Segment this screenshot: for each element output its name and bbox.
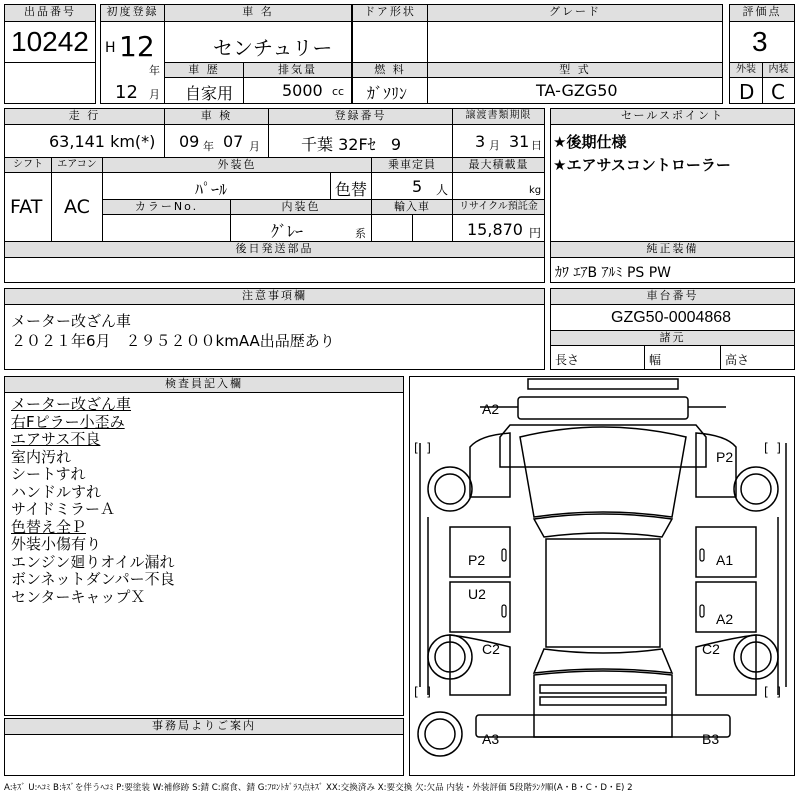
transfer-day-unit: 日 (531, 139, 542, 152)
lot-blank (4, 62, 96, 104)
color-change-cell (330, 172, 372, 200)
ext-color: ﾊﾟｰﾙ (195, 180, 228, 199)
office-cell (4, 734, 404, 776)
color-change: 色替 (335, 180, 368, 199)
first-reg-label: 初度登録 (100, 4, 165, 22)
history: 自家用 (185, 84, 234, 103)
rear-window (534, 649, 672, 673)
first-reg-year: 12 (119, 30, 155, 63)
selling-point: ★後期仕様 (553, 133, 627, 151)
insp-year: 09 (179, 132, 200, 151)
recycle-unit: 円 (529, 226, 542, 240)
inspector-cell (4, 392, 404, 716)
car-name: センチュリー (213, 36, 333, 60)
history-cell (164, 77, 244, 104)
model: TA-GZG50 (536, 81, 618, 100)
damage-mark: C2 (702, 641, 720, 657)
office-label: 事務局よりご案内 (4, 718, 404, 735)
fuel-cell (352, 77, 428, 104)
history-label: 車 歴 (164, 62, 244, 78)
door-value (352, 21, 428, 63)
displacement: 5000 (282, 81, 323, 100)
score-label: 評価点 (729, 4, 795, 22)
note-line: メーター改ざん車 (11, 312, 132, 330)
int-color-unit: 系 (355, 227, 366, 240)
damage-mark: P2 (716, 449, 734, 465)
cc-unit: cc (332, 85, 345, 98)
damage-mark: A3 (482, 731, 500, 747)
car-name-label: 車 名 (164, 4, 352, 22)
notes-label: 注意事項欄 (4, 288, 545, 305)
ac-cell (51, 172, 103, 242)
later-parts-label: 後日発送部品 (4, 241, 545, 258)
front-bumper-strip (528, 379, 678, 389)
chassis-number: GZG50-0004868 (611, 309, 732, 326)
plate: 千葉 32Fｾ 9 (301, 135, 402, 154)
era: H (105, 40, 116, 56)
inspector-item: シートすれ (11, 465, 86, 483)
inspector-item: 色替え全Ｐ (11, 517, 87, 536)
inspector-label: 検査員記入欄 (4, 376, 404, 393)
recycle: 15,870 (467, 220, 523, 239)
color-no-label: カラーNo. (102, 199, 231, 215)
insp-month: 07 (223, 132, 244, 151)
hood (520, 427, 686, 517)
damage-mark: B3 (702, 731, 720, 747)
plate-cell (268, 124, 453, 158)
left-bracket-bottom: [ ] (414, 685, 431, 699)
damage-mark: A2 (716, 611, 734, 627)
load-unit: kg (529, 185, 542, 196)
length-cell (550, 345, 645, 370)
trunk (534, 671, 672, 737)
damage-mark: A2 (482, 401, 500, 417)
score-cell (729, 21, 795, 63)
color-no-cell (102, 214, 231, 242)
left-front-handle (502, 549, 506, 561)
length-label: 長さ (555, 353, 580, 367)
recycle-cell (452, 214, 545, 242)
left-rear-quarter (450, 635, 510, 695)
exterior-grade: D (739, 80, 755, 104)
capacity: 5 (412, 177, 423, 196)
damage-mark: P2 (468, 552, 486, 568)
trunk-strip-1 (540, 685, 666, 693)
capacity-label: 乗車定員 (371, 157, 453, 173)
inspector-item: メーター改ざん車 (11, 395, 132, 413)
model-label: 型 式 (427, 62, 723, 78)
left-bracket-top: [ ] (414, 441, 431, 455)
exterior-grade-cell (729, 77, 763, 104)
height-cell (720, 345, 795, 370)
selling-point: ★エアサスコントローラー (553, 156, 731, 174)
grade-value (427, 21, 723, 63)
right-bracket-top: [ ] (764, 441, 781, 455)
month-unit: 月 (149, 88, 160, 101)
right-front-handle (700, 549, 704, 561)
equipment-label: 純正装備 (550, 241, 795, 258)
lot-number: 10242 (11, 26, 89, 57)
insp-month-unit: 月 (249, 140, 260, 153)
front-bumper (518, 397, 688, 419)
selling-cell (550, 124, 795, 242)
displacement-cell (243, 77, 352, 104)
damage-mark: U2 (468, 586, 486, 602)
first-reg-month: 12 (115, 82, 138, 103)
equipment: ｶﾜ ｴｱB ｱﾙﾐ PS PW (555, 265, 672, 281)
inspector-item: 右Fピラー小歪み (11, 412, 125, 431)
interior-grade: C (771, 80, 785, 104)
exterior-label: 外装 (729, 62, 763, 78)
chassis-label: 車台番号 (550, 288, 795, 305)
right-bracket-bottom: [ ] (764, 685, 781, 699)
car-name-cell (164, 21, 352, 63)
inspector-item: エンジン廻りオイル漏れ (11, 552, 175, 571)
model-cell (427, 77, 723, 104)
shift-cell (4, 172, 52, 242)
roof (546, 539, 660, 647)
inspector-item: ボンネットダンパー不良 (11, 570, 175, 588)
damage-mark: A1 (716, 552, 734, 568)
import-label: 輸入車 (371, 199, 453, 215)
inspector-item: サイドミラーＡ (11, 500, 115, 518)
ext-color-label: 外装色 (102, 157, 372, 173)
inspector-item: ハンドルすれ (11, 482, 102, 501)
transfer-month-unit: 月 (489, 139, 500, 152)
transfer-label: 譲渡書類期限 (452, 108, 545, 125)
legend: A:ｷｽﾞ U:ﾍｺﾐ B:ｷｽﾞを伴うﾍｺﾐ P:要塗装 W:補修跡 S:錆 C:腐食、錆 G:ﾌﾛﾝﾄｶﾞﾗｽ点ｷｽﾞ XX:交換済み X:要交換 欠:欠品 内装・外装評価 5段階ﾗﾝｸ順(A・B・C・D・E) 2 (4, 783, 633, 793)
inspector-item: 外装小傷有り (11, 535, 102, 553)
shift: FAT (10, 196, 43, 218)
fuel: ｶﾞｿﾘﾝ (367, 84, 408, 103)
height-label: 高さ (725, 353, 750, 367)
lot-label: 出品番号 (4, 4, 96, 22)
displacement-label: 排気量 (243, 62, 352, 78)
hood-top (500, 425, 706, 467)
grade-label: グレード (427, 4, 723, 22)
import-cell-b (412, 214, 453, 242)
inspector-item: エアサス不良 (11, 430, 101, 448)
interior-label: 内装 (762, 62, 795, 78)
dims-label: 諸元 (550, 330, 795, 346)
transfer-month: 3 (475, 132, 486, 151)
equipment-cell (550, 257, 795, 283)
front-right-wheel (741, 474, 771, 504)
selling-label: セールスポイント (550, 108, 795, 125)
width-cell (644, 345, 721, 370)
inspector-item: 室内汚れ (11, 447, 72, 466)
plate-label: 登録番号 (268, 108, 453, 125)
first-reg-cell (100, 21, 165, 104)
right-front-fender (696, 433, 736, 497)
note-line: ２０２１年6月 ２９５２００kmAA出品歴あり (11, 332, 335, 350)
ac-label: エアコン (51, 157, 103, 173)
insp-year-unit: 年 (203, 140, 214, 153)
fuel-label: 燃 料 (352, 62, 428, 78)
rear-bumper (476, 715, 730, 737)
recycle-label: リサイクル預託金 (452, 199, 545, 215)
inspection-label: 車 検 (164, 108, 269, 125)
inspector-list (11, 396, 175, 606)
chassis-cell (550, 304, 795, 331)
width-label: 幅 (649, 353, 662, 367)
inspection-cell (164, 124, 269, 158)
car-diagram (409, 376, 795, 776)
shift-label: シフト (4, 157, 52, 173)
capacity-cell (371, 172, 453, 200)
ext-color-cell (102, 172, 331, 200)
car-outline-svg (410, 377, 796, 777)
damage-mark: C2 (482, 641, 500, 657)
ac: AC (64, 196, 90, 218)
year-unit: 年 (149, 64, 160, 77)
import-cell-a (371, 214, 413, 242)
trunk-strip-2 (540, 697, 666, 705)
transfer-cell (452, 124, 545, 158)
windshield (534, 514, 672, 537)
transfer-day: 31 (509, 132, 530, 151)
left-front-fender (470, 433, 510, 497)
int-color-cell (230, 214, 372, 242)
front-left-wheel (435, 474, 465, 504)
later-parts-cell (4, 257, 545, 283)
score: 3 (752, 26, 768, 57)
mileage-label: 走 行 (4, 108, 165, 125)
left-rear-handle (502, 605, 506, 617)
int-color-label: 内装色 (230, 199, 372, 215)
notes-cell (4, 304, 545, 370)
load-label: 最大積載量 (452, 157, 545, 173)
right-rear-handle (700, 605, 704, 617)
mileage-cell (4, 124, 165, 158)
load-cell (452, 172, 545, 200)
capacity-unit: 人 (436, 183, 449, 197)
int-color: ｸﾞﾚｰ (271, 222, 304, 241)
lot-number-cell (4, 21, 96, 63)
mileage: 63,141 km(*) (49, 132, 156, 151)
inspector-item: センターキャップＸ (11, 587, 146, 606)
door-label: ドア形状 (352, 4, 428, 22)
interior-grade-cell (762, 77, 795, 104)
spare-wheel (425, 719, 455, 749)
